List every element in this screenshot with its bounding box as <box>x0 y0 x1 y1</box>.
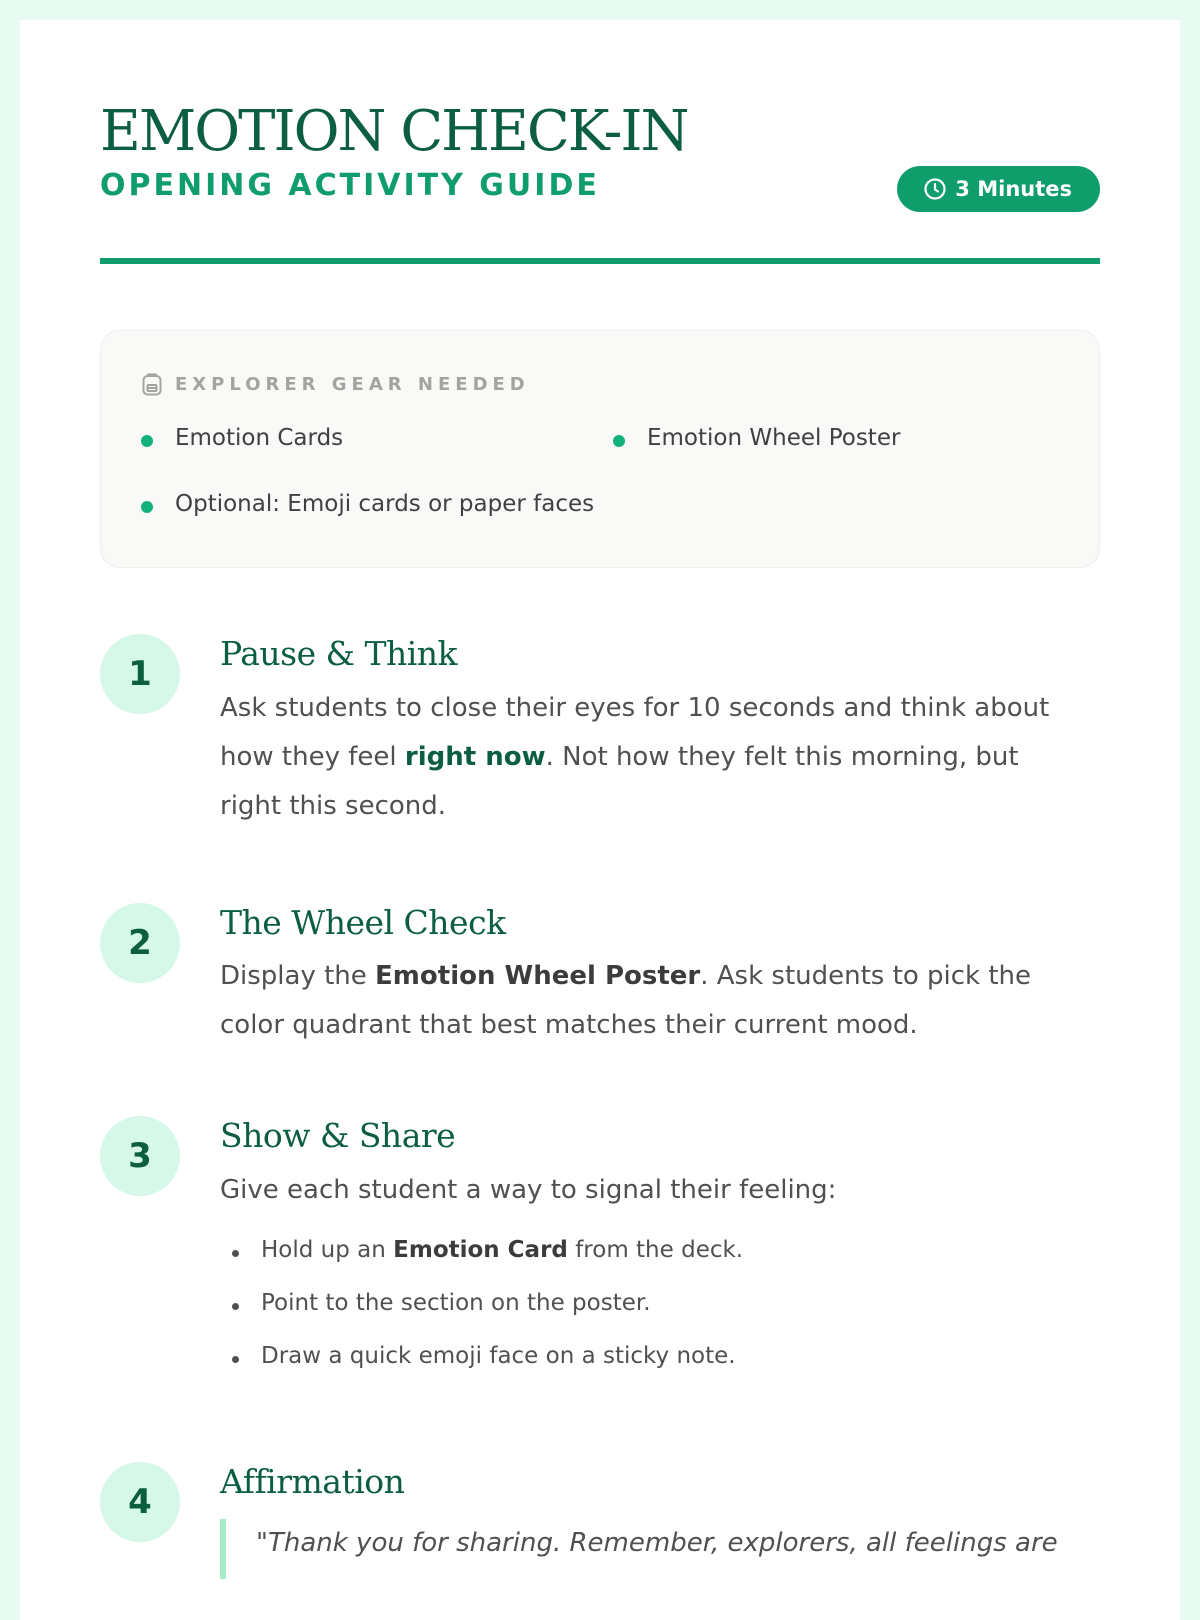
activity-guide-page <box>20 20 1180 1620</box>
step-text-highlight: right now <box>404 741 546 772</box>
step-body <box>220 1116 1080 1396</box>
affirmation-quote: "Thank you for sharing. Remember, explorers, all feelings are <box>220 1519 1080 1579</box>
step-title: Pause & Think <box>220 634 458 673</box>
step-text-part: . Not how they felt this morning, but right this second. <box>220 741 1019 821</box>
gear-item <box>141 425 613 491</box>
share-options-list <box>220 1237 1080 1396</box>
page-subtitle: OPENING ACTIVITY GUIDE <box>100 168 600 203</box>
step-1 <box>100 634 1100 831</box>
gear-item <box>613 425 1059 491</box>
list-item-text: Point to the section on the poster. <box>261 1289 651 1316</box>
list-item-text: Hold up an <box>261 1236 394 1263</box>
list-item <box>232 1343 1080 1396</box>
step-text-part: Ask students to close their eyes for 10 seconds and think about how they feel <box>220 692 1050 772</box>
bullet-dot <box>141 501 153 513</box>
guide-header <box>100 20 1100 264</box>
duration-badge <box>897 166 1100 212</box>
step-text <box>220 952 1080 1050</box>
list-item-text: from the deck. <box>567 1236 744 1263</box>
step-title: The Wheel Check <box>220 902 506 942</box>
list-item <box>232 1237 1080 1290</box>
step-text-part: Display the <box>220 961 376 992</box>
gear-list <box>141 425 1059 557</box>
gear-needed-box <box>100 330 1100 568</box>
step-title: Affirmation <box>220 1461 405 1501</box>
gear-item-label: Emotion Cards <box>175 425 344 451</box>
step-title: Show & Share <box>220 1116 456 1156</box>
gear-heading <box>141 369 1059 399</box>
step-body <box>220 903 1080 1051</box>
step-text: Give each student a way to signal their feeling: <box>220 1174 837 1205</box>
step-number: 2 <box>100 903 180 983</box>
bullet-dot <box>613 435 625 447</box>
step-number: 3 <box>100 1116 180 1196</box>
bullet-dot <box>141 435 153 447</box>
step-text <box>220 684 1080 831</box>
step-body <box>220 1462 1080 1580</box>
gear-item <box>141 491 613 557</box>
step-3 <box>100 1116 1100 1396</box>
duration-label: 3 Minutes <box>955 177 1072 201</box>
page-title: EMOTION CHECK-IN <box>100 99 688 164</box>
backpack-icon <box>141 372 163 396</box>
step-text-part: . Ask students to pick the color quadrant that best matches their current mood. <box>220 961 1031 1041</box>
gear-item-label: Emotion Wheel Poster <box>647 425 901 451</box>
step-number: 1 <box>100 634 180 714</box>
step-body <box>220 634 1080 831</box>
step-number: 4 <box>100 1462 180 1542</box>
list-item-text: Draw a quick emoji face on a sticky note. <box>261 1342 736 1369</box>
step-text-bold: Emotion Wheel Poster <box>375 961 701 992</box>
step-2 <box>100 903 1100 1051</box>
gear-label: EXPLORER GEAR NEEDED <box>175 373 530 395</box>
list-item-bold: Emotion Card <box>393 1236 568 1263</box>
list-item <box>232 1290 1080 1343</box>
clock-icon <box>923 177 947 201</box>
gear-item-label: Optional: Emoji cards or paper faces <box>175 491 595 517</box>
step-4 <box>100 1462 1100 1580</box>
